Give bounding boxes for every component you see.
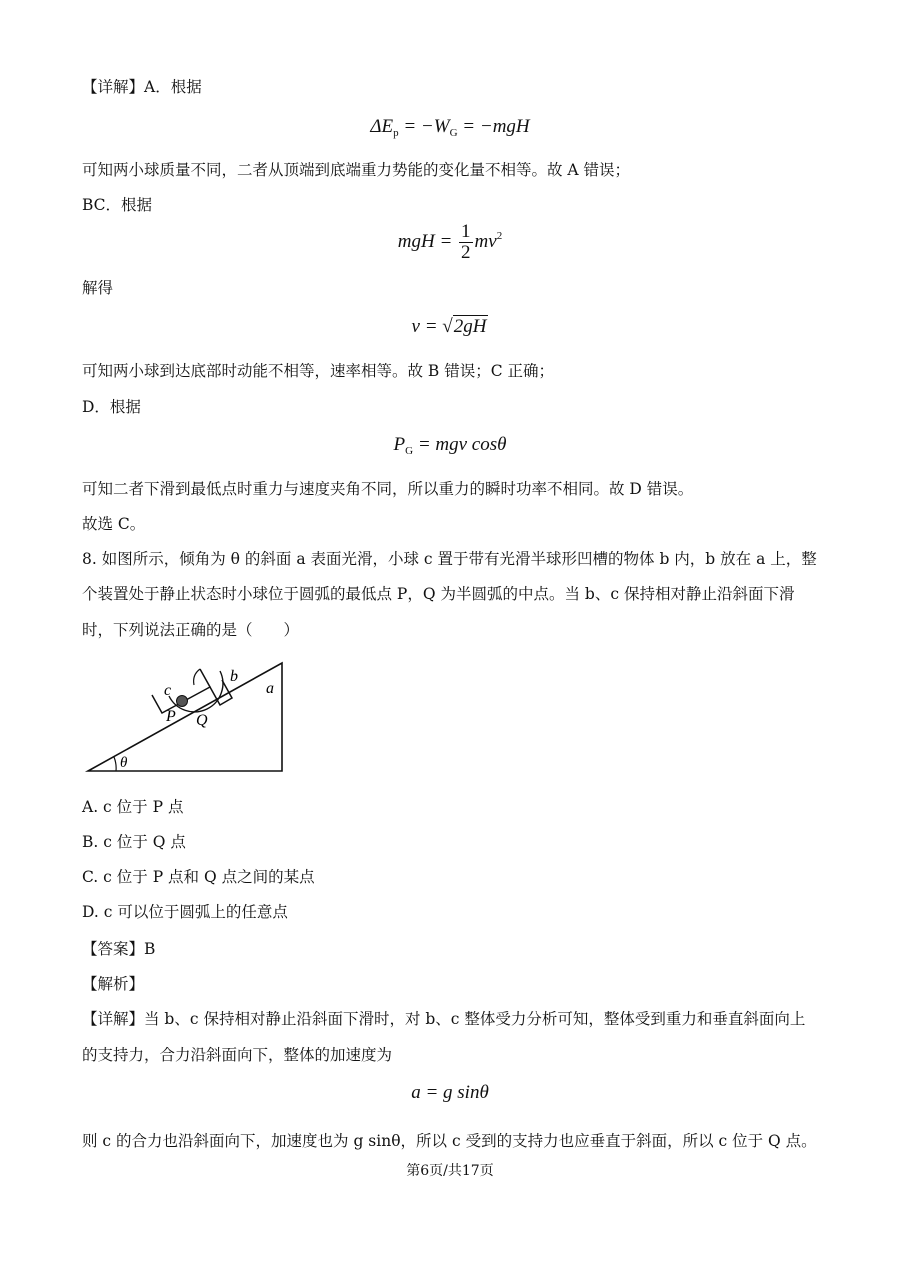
analysis-label: 【解析】: [82, 975, 145, 993]
label-theta: θ: [120, 755, 128, 771]
label-a: a: [266, 680, 274, 697]
equation-acceleration: [0, 1082, 900, 1104]
eq2-denominator: 2: [461, 242, 471, 263]
eq2-mv: mv: [474, 230, 497, 252]
incline-figure: [80, 655, 300, 780]
option-d: D. c 可以位于圆弧上的任意点: [82, 903, 288, 921]
label-b: b: [230, 668, 238, 685]
option-b: B. c 位于 Q 点: [82, 833, 186, 851]
eq1-sub-g: G: [449, 127, 458, 139]
detail-line-3: 则 c 的合力也沿斜面向下，加速度也为 g sinθ，所以 c 受到的支持力也应垂直于斜面，所以 c 位于 Q 点。: [82, 1132, 817, 1150]
label-c: c: [164, 682, 172, 699]
question-8-line-3: 时，下列说法正确的是（ ）: [82, 621, 300, 639]
eq1-right: = −mgH: [462, 116, 530, 137]
option-d-header: D．根据: [82, 398, 141, 416]
groove-edge: [194, 669, 200, 685]
option-bc-conclusion: 可知两小球到达底部时动能不相等，速率相等。故 B 错误；C 正确；: [82, 362, 555, 380]
equation-power: [0, 434, 900, 457]
angle-arc: [114, 757, 116, 771]
eq2-left: mgH =: [397, 230, 453, 252]
label-p: P: [166, 708, 176, 725]
option-d-conclusion: 可知二者下滑到最低点时重力与速度夹角不同，所以重力的瞬时功率不相同。故 D 错误。: [82, 480, 694, 498]
option-bc-header: BC．根据: [82, 196, 153, 214]
equation-energy: [0, 222, 900, 263]
eq2-fraction: [459, 222, 473, 263]
solve-label: 解得: [82, 279, 114, 297]
semicircle-groove: [169, 671, 223, 712]
eq3-root-sign: √: [442, 316, 453, 337]
eq3-left: v =: [411, 316, 438, 337]
label-q: Q: [196, 712, 208, 729]
eq4-p: P: [393, 434, 406, 455]
answer-label: 【答案】B: [82, 940, 156, 958]
eq2-numerator: 1: [461, 221, 471, 242]
option-a: A. c 位于 P 点: [82, 798, 184, 816]
eq5-text: a = g sinθ: [411, 1082, 489, 1103]
question-8-line-1: 8. 如图所示，倾角为 θ 的斜面 a 表面光滑，小球 c 置于带有光滑半球形凹槽的物体 b 内，b 放在 a 上，整: [82, 550, 817, 568]
incline-a: [88, 663, 282, 771]
eq1-delta-e: ΔE: [370, 116, 394, 137]
option-c: C. c 位于 P 点和 Q 点之间的某点: [82, 868, 315, 886]
option-a-conclusion: 可知两小球质量不同，二者从顶端到底端重力势能的变化量不相等。故 A 错误；: [82, 161, 631, 179]
equation-potential-energy: [0, 116, 900, 139]
ball-c: [177, 696, 188, 707]
eq2-exponent: 2: [496, 229, 503, 242]
eq4-sub-g: G: [405, 445, 414, 457]
eq1-middle: = −W: [403, 116, 450, 137]
eq1-sub-p: p: [393, 127, 399, 139]
detail-line-1: 【详解】当 b、c 保持相对静止沿斜面下滑时，对 b、c 整体受力分析可知，整体受到重力和垂直斜面向上: [82, 1010, 806, 1028]
choose-answer: 故选 C。: [82, 515, 146, 533]
option-a-detail-header: 【详解】A．根据: [82, 78, 202, 96]
question-8-line-2: 个装置处于静止状态时小球位于圆弧的最低点 P，Q 为半圆弧的中点。当 b、c 保持相对静止沿斜面下滑: [82, 585, 795, 603]
eq4-right: = mgv cosθ: [417, 434, 507, 455]
eq3-radicand: 2gH: [453, 316, 487, 337]
detail-line-2: 的支持力，合力沿斜面向下，整体的加速度为: [82, 1046, 393, 1064]
page-footer: 第6页/共17页: [406, 1163, 494, 1179]
equation-velocity: [0, 316, 900, 338]
